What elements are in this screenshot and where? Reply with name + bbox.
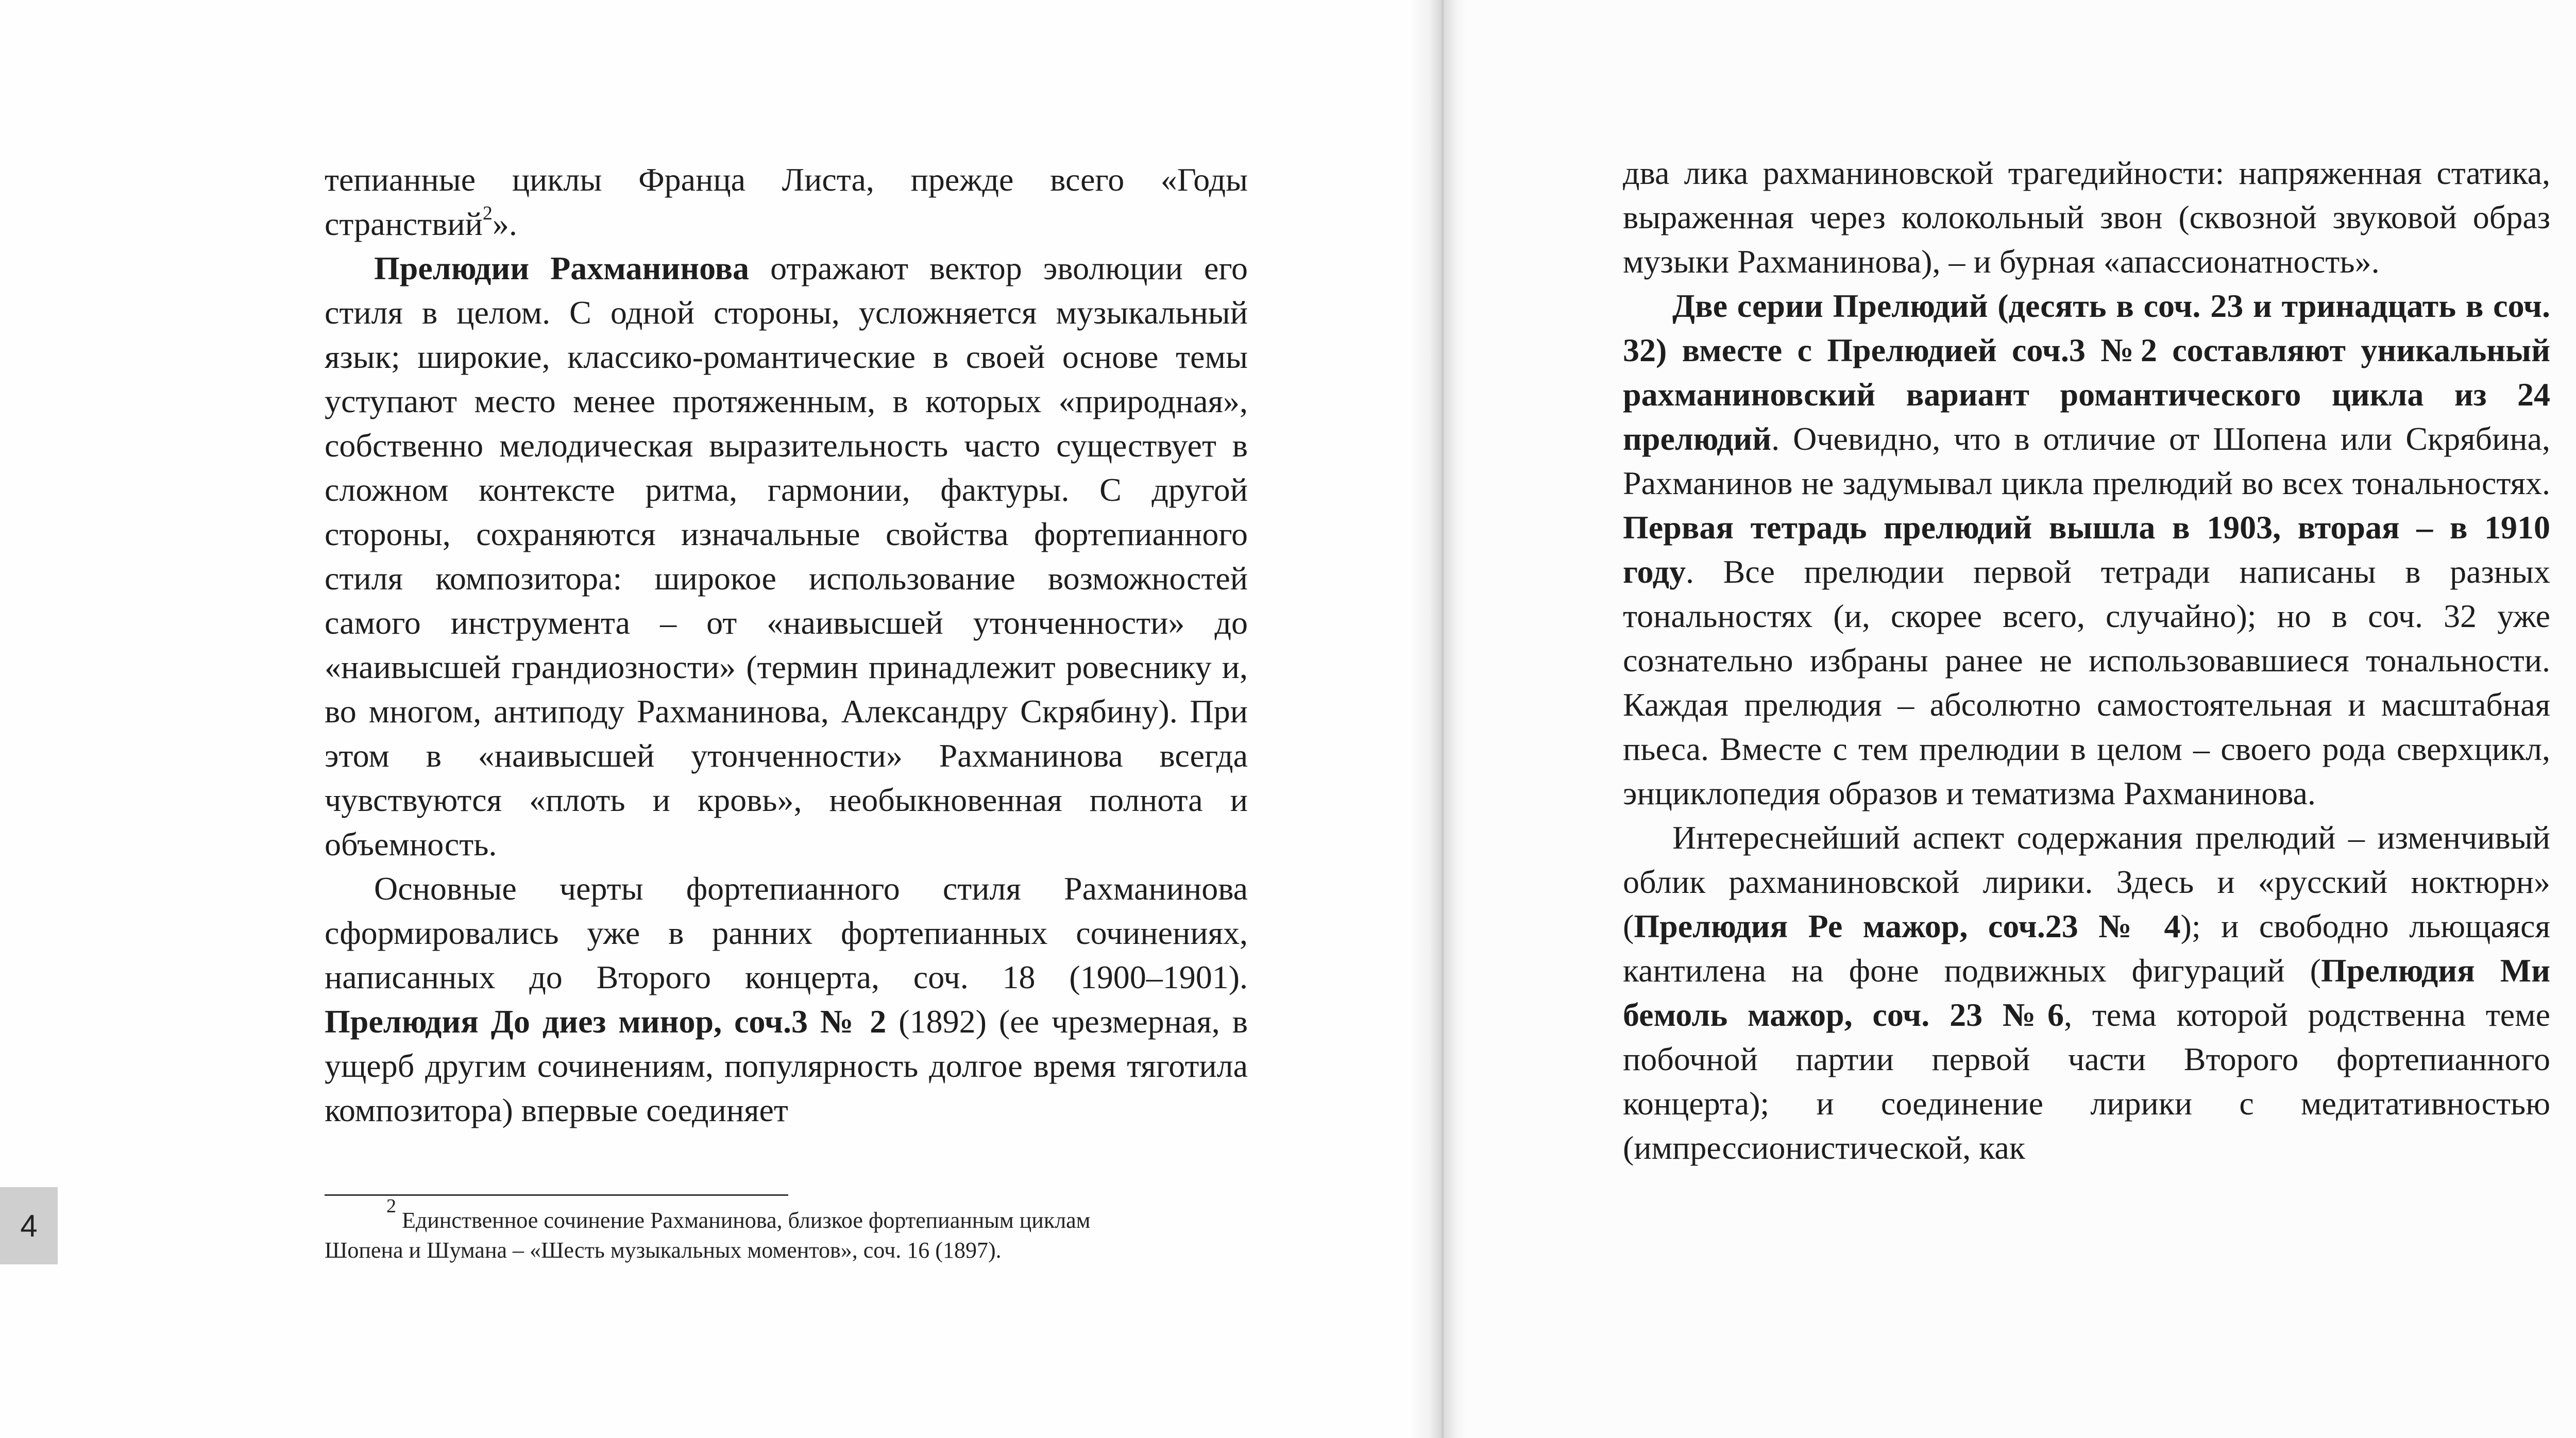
left-page-text [325,158,1248,1132]
footnote-ref: 2 [482,202,493,224]
right-p3-start: Интереснейший аспект содержания прелюдий – изменчивый облик рахманиновской лирики. Здесь и «русский ноктюрн» ( [1623,819,2550,944]
footnote-line-1 [325,1195,1257,1236]
right-paragraph-3 [1623,816,2550,1170]
book-fold [1442,0,1444,1438]
footnote-number: 2 [386,1195,396,1217]
right-p2-bold-2: Первая тетрадь прелюдий вышла в 1903, вторая – в 1910 году [1623,509,2550,590]
left-p2-text: отражают вектор эволюции его стиля в целом. С одной стороны, усложняется музыкальный язык; широкие, классико-романтические в своей основе темы уступают место менее протяженным, в которых «природная», собственно мелодическая выразительность часто существует в сложном контексте ритма, гармонии, фактуры. С другой стороны, сохраняются изначальные свойства фортепианного стиля композитора: широкое использование возможностей самого инструмента – от «наивысшей утонченности» до «наивысшей грандиозности» (термин принадлежит ровеснику и, во многом, антиподу Рахманинова, Александру Скрябину). При этом в «наивысшей утонченности» Рахманинова всегда чувствуются «плоть и кровь», необыкновенная полнота и объемность. [325,250,1248,862]
page-number-left: 4 [0,1187,58,1264]
right-paragraph-1: два лика рахманиновской трагедийности: напряженная статика, выраженная через колокольный звон (сквозной звуковой образ музыки Рахманинова), – и бурная «апассионатность». [1623,155,2550,280]
left-p2-bold: Прелюдии Рахманинова [374,250,750,286]
right-p2-bold-1: Две серии Прелюдий (десять в соч. 23 и тринадцать в соч. 32) вместе с Прелюдией соч.3 №2 составляют уникальный рахманиновский вариант романтического цикла из 24 прелюдий [1623,287,2550,457]
left-p1-text: тепианные циклы Франца Листа, прежде всего «Годы странствий [325,161,1248,242]
right-p3-rest: , тема которой родственна теме побочной партии первой части Второго фортепианного концерта); и соединение лирики с медитативностью (импрессионистической, как [1623,996,2550,1166]
right-paragraph-2 [1623,284,2550,816]
right-page-text [1623,151,2550,1170]
left-paragraph-2 [325,246,1248,867]
footnote [325,1195,1257,1265]
left-paragraph-3 [325,867,1248,1132]
right-p2-mid: . Очевидно, что в отличие от Шопена или Скрябина, Рахманинов не задумывал цикла прелюдий во всех тональностях. [1623,420,2550,501]
right-p3-bold-2: Прелюдия Ми бемоль мажор, соч. 23 №6 [1623,952,2551,1033]
right-p3-mid: ); и свободно льющаяся кантилена на фоне подвижных фигураций ( [1623,908,2551,989]
footnote-line-2: Шопена и Шумана – «Шесть музыкальных моментов», соч. 16 (1897). [325,1238,1002,1263]
gutter-shadow-right [1443,0,1466,1438]
left-p3-rest: (1892) (ее чрезмерная, в ущерб другим сочинениям, популярность долгое время тяготила композитора) впервые соединяет [325,1003,1248,1128]
left-p3-bold: Прелюдия До диез минор, соч.3 № 2 [325,1003,887,1040]
footnote-text-1: Единственное сочинение Рахманинова, близкое фортепианным циклам [396,1208,1091,1233]
right-p2-rest: . Все прелюдии первой тетради написаны в разных тональностях (и, скорее всего, случайно); но в соч. 32 уже сознательно избраны ранее не использовавшиеся тональности. Каждая прелюдия – абсолютно самостоятельная и масштабная пьеса. Вместе с тем прелюдии в целом – своего рода сверхцикл, энциклопедия образов и тематизма Рахманинова. [1623,553,2550,811]
gutter-shadow-left [1409,0,1443,1438]
right-p3-bold-1: Прелюдия Ре мажор, соч.23 № 4 [1634,908,2181,944]
left-paragraph-1 [325,158,1248,246]
left-p3-start: Основные черты фортепианного стиля Рахманинова сформировались уже в ранних фортепианных сочинениях, написанных до Второго концерта, соч. 18 (1900–1901). [325,870,1248,995]
left-p1-end: ». [492,206,517,242]
